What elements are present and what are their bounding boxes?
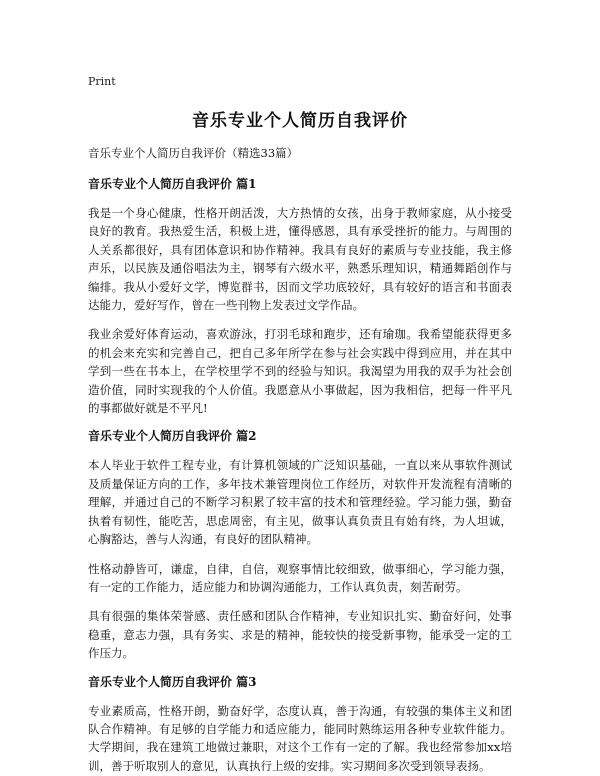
section-1 xyxy=(88,176,512,417)
section-heading: 音乐专业个人简历自我评价 篇1 xyxy=(88,177,257,191)
section-heading: 音乐专业个人简历自我评价 篇2 xyxy=(88,429,257,444)
paragraph: 本人毕业于软件工程专业，有计算机领域的广泛知识基础，一直以来从事软件测试及质量保证方向的工作，多年技术兼管理岗位工作经历，对软件开发流程有清晰的理解，并通过自己的不断学习积累了较丰富的技术和管理经验。学习能力强，勤奋执着有韧性，能吃苦，思虑周密，有主见，做事认真负责且有始有终，为人坦诚，心胸豁达，善与人沟通，有良好的团队精神。 xyxy=(88,458,512,547)
paragraph: 专业素质高，性格开朗，勤奋好学，态度认真，善于沟通，有较强的集体主义和团队合作精神。有足够的自学能力和适应能力，能同时熟练运用各种专业软件能力。大学期间，我在建筑工地做过兼职，对这个工作有一定的了解。我也经常参加xx培训，善于听取别人的意见，认真执行上级的安排。实习期间多次受到领导表扬。 xyxy=(88,703,512,773)
page-title: 音乐专业个人简历自我评价 xyxy=(192,111,408,131)
paragraph: 我业余爱好体育运动，喜欢游泳，打羽毛球和跑步，还有瑜珈。我希望能获得更多的机会来充实和完善自己，把自己多年所学在参与社会实践中得到应用，并在其中学到一些在书本上，在学校里学不到的经验与知识。我渴望为用我的双手为社会创造价值，同时实现我的个人价值。我愿意从小事做起，因为我相信，把每一件平凡的事都做好就是不平凡! xyxy=(88,327,512,416)
document-subtitle: 音乐专业个人简历自我评价（精选33篇） xyxy=(88,146,299,160)
paragraph: 我是一个身心健康，性格开朗活泼，大方热情的女孩，出身于教师家庭，从小接受良好的教育。我热爱生活，积极上进，懂得感恩，具有承受挫折的能力。与周围的人关系都很好，具有团体意识和协作精神。我具有良好的素质与专业技能，我主修声乐，以民族及通俗唱法为主，钢琴有六级水平，熟悉乐理知识，精通舞蹈创作与编排。我从小爱好文学，博览群书，因而文学功底较好，具有较好的语言和书面表达能力，爱好写作，曾在一些刊物上发表过文学作品。 xyxy=(88,206,512,313)
section-2 xyxy=(88,428,512,662)
section-heading: 音乐专业个人简历自我评价 篇3 xyxy=(88,674,257,689)
paragraph: 性格动静皆可，谦虚，自律，自信，观察事情比较细致，做事细心，学习能力强，有一定的工作能力，适应能力和协调沟通能力，工作认真负责，刻苦耐劳。 xyxy=(88,561,512,594)
paragraph: 具有很强的集体荣誉感、责任感和团队合作精神，专业知识扎实、勤奋好问，处事稳重，意志力强，具有务实、求是的精神，能较快的接受新事物，能承受一定的工作压力。 xyxy=(88,609,512,661)
section-3 xyxy=(88,674,512,776)
print-link[interactable]: Print xyxy=(88,75,116,88)
